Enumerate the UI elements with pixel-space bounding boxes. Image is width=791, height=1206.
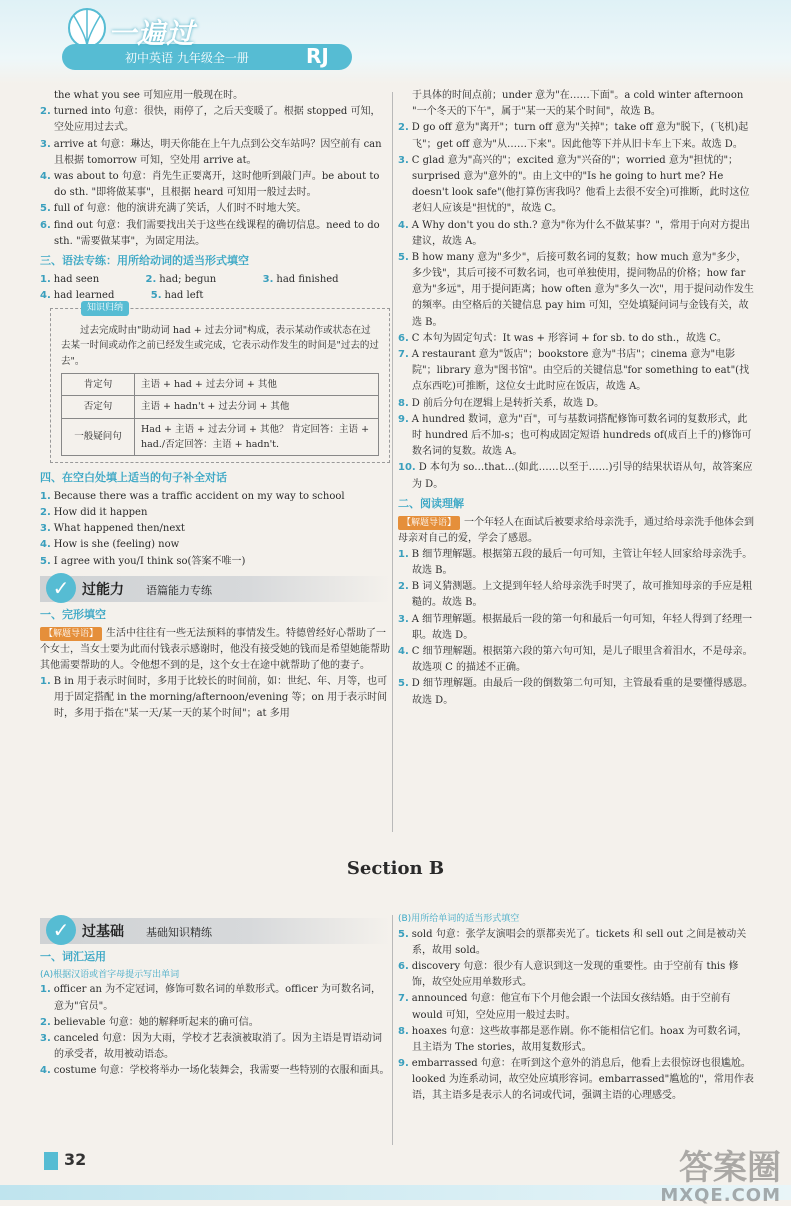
answer-item: 3. A 细节理解题。根据最后一段的第一句和最后一句可知，年轻人得到了经理一职。故选 D。 [398, 613, 753, 641]
answer-item: 5. B how many 意为"多少"，后接可数名词的复数；how much 意为"多少，多少钱"，其后可接不可数名词，也可单独使用，提问物品的价格；how far 意为"多远"，用于提问距离；how often 意为"多久一次"，用于提问动作发生的频率。由空格后的关键信息 pay him 可知，空处填疑问词与金钱有关，故选 B。 [398, 251, 754, 328]
answer-item: 7. announced 句意：他宣布下个月他会跟一个法国女孩结婚。由于空前有 would 可知，空处应用一般过去时。 [398, 993, 731, 1021]
right-column-top [398, 88, 754, 709]
continued-text: 于具体的时间点前；under 意为"在……下面"。a cold winter afternoon "一个冬天的下午"，属于"某一天的某个时间"，故选 B。 [412, 90, 744, 118]
grammar-table [61, 373, 379, 456]
check-icon: ✓ [46, 573, 76, 603]
answer-item: 4. How is she (feeling) now [40, 539, 180, 551]
answer-item: 1. B 细节理解题。根据第五段的最后一句可知，主管让年轻人回家给母亲洗手。故选 B。 [398, 548, 753, 577]
brand-title: 一遍过 [108, 17, 196, 50]
answer-item: 3. C glad 意为"高兴的"；excited 意为"兴奋的"；worried 意为"担忧的"；surprised 意为"意外的"。由上文中的"Is he going to hurt me? He doesn't look safe"(他打算伤害我吗？他看上去很不安全)可推断，此时这位老妇人应该是"担忧的"，故选 C。 [398, 154, 750, 215]
ability-banner [40, 576, 390, 602]
grammar-answer: 3. had finished [262, 273, 339, 285]
grammar-answer: 4. had learned [40, 289, 115, 301]
answer-item: 2. D go off 意为"离开"；turn off 意为"关掉"；take off 意为"脱下，(飞机)起飞"；get off 意为"从……下来"。因此他等下并从旧卡车上下来。故选 D。 [398, 122, 749, 150]
watermark [660, 1140, 781, 1206]
answer-item: 9. A hundred 数词，意为"百"，可与基数词搭配修饰可数名词的复数形式，此时 hundred 后不加-s；也可构成固定短语 hundreds of(成百上千的)修饰可数名词的复数。故选 A。 [398, 413, 752, 458]
table-row: 一般疑问句 Had + 主语 + 过去分词 + 其他？ 肯定回答：主语 + had./否定回答：主语 + hadn't. [62, 418, 379, 455]
answer-item: 2. turned into 句意：很快，雨停了，之后天变暖了。根据 stopped 可知，空处应用过去式。 [40, 106, 381, 134]
answer-item: 6. discovery 句意：很少有人意识到这一发现的重要性。由于空前有 this 修饰，故空处应用单数形式。 [398, 960, 739, 989]
left-column-bottom [40, 912, 390, 1080]
banner-subtitle: 基础知识精练 [146, 926, 212, 939]
grammar-answer: 2. had; begun [145, 273, 217, 285]
answer-item: 2. How did it happen [40, 506, 148, 518]
answer-item: 8. D 前后分句在逻辑上是转折关系，故选 D。 [398, 397, 605, 409]
guide-tag: 【解题导语】 [398, 516, 460, 531]
guide-tag: 【解题导语】 [40, 627, 102, 642]
brand-subtitle: 初中英语 九年级全一册 [125, 51, 249, 65]
reading-guide: 【解题导语】 一个年轻人在面试后被要求给母亲洗手，通过给母亲洗手他体会到母亲对自己的爱，学会了感恩。 [398, 516, 755, 544]
answer-item: 4. C 细节理解题。根据第六段的第六句可知，是儿子眼里含着泪水，不是母亲。故选项 C 的描述不正确。 [398, 646, 753, 674]
answer-item: 1. B in 用于表示时间时，多用于比较长的时间前，如：世纪、年、月等，也可用于固定搭配 in the morning/afternoon/evening 等；on 用于表示时间时，多用于指在"某一天/某一天的某个时间"；at 多用 [40, 676, 388, 720]
watermark-url: MXQE.COM [660, 1185, 781, 1206]
answer-item: 4. was about to 句意：肖先生正要离开，这时他听到敲门声。be about to do sth. "即将做某事"，且根据 heard 可知用一般过去时。 [40, 170, 380, 199]
page-header [0, 0, 791, 84]
grammar-answer: 1. had seen [40, 273, 100, 285]
answer-item: 6. find out 句意：我们需要找出关于这些在线课程的确切信息。need to do sth. "需要做某事"，为固定用法。 [40, 219, 380, 247]
answer-item: 1. officer an 为不定冠词，修饰可数名词的单数形式。officer 为可数名词，意为"官员"。 [40, 984, 381, 1012]
grammar-answers [40, 272, 390, 304]
knowledge-title: 知识归纳 [81, 301, 129, 316]
dialog-section-title: 四、在空白处填上适当的句子补全对话 [40, 470, 227, 484]
banner-title: 过基础 [82, 924, 124, 940]
answer-item: 1. Because there was a traffic accident on my way to school [40, 490, 345, 502]
watermark-brand: 答案圈 [679, 1148, 781, 1188]
table-row: 肯定句 主语 + had + 过去分词 + 其他 [62, 374, 379, 396]
banner-subtitle: 语篇能力专练 [146, 583, 212, 597]
answer-item: 3. What happened then/next [40, 523, 185, 535]
vocab-subtitle: (A)根据汉语或首字母提示写出单词 [40, 969, 180, 980]
basics-banner [40, 918, 390, 944]
right-column-bottom [398, 912, 754, 1105]
column-divider [392, 92, 393, 832]
answer-item: 5. full of 句意：他的演讲充满了笑话，人们时不时地大笑。 [40, 203, 307, 215]
knowledge-intro: 过去完成时由"助动词 had + 过去分词"构成，表示某动作或状态在过去某一时间或动作之前已经发生或完成，它表示动作发生的时间是"过去的过去"。 [61, 325, 379, 367]
page-number: 32 [64, 1150, 87, 1169]
table-row: 否定句 主语 + hadn't + 过去分词 + 其他 [62, 396, 379, 418]
banner-title: 过能力 [82, 581, 124, 598]
answer-item: 4. costume 句意：学校将举办一场化装舞会，我需要一些特别的衣服和面具。 [40, 1065, 390, 1077]
answer-item: 2. B 词义猜测题。上文提到年轻人给母亲洗手时哭了，故可推知母亲的手应是粗糙的。故选 B。 [398, 581, 753, 609]
vocab-title: 一、词汇运用 [40, 950, 106, 963]
knowledge-box [50, 303, 390, 463]
grammar-section-title: 三、语法专练：用所给动词的适当形式填空 [40, 253, 249, 267]
answer-item: 10. D 本句为 so…that…(如此……以至于……)引导的结果状语从句，故答案应为 D。 [398, 462, 753, 490]
intro-line: the what you see 可知应用一般现在时。 [54, 90, 244, 101]
cloze-title: 一、完形填空 [40, 607, 106, 621]
left-column-top [40, 88, 390, 723]
answer-item: 6. C 本句为固定句式：It was + 形容词 + for sb. to do sth.，故选 C。 [398, 332, 727, 344]
answer-item: 4. A Why don't you do sth.? 意为"你为什么不做某事？"，常用于向对方提出建议，故选 A。 [398, 219, 750, 247]
reading-title: 二、阅读理解 [398, 496, 464, 510]
cloze-guide: 【解题导语】 生活中往往有一些无法预料的事情发生。特德曾经好心帮助了一个女士，当女士要为此而付钱表示感谢时，他没有接受她的钱而是希望她能帮助其他需要帮助的人。令他想不到的是，这个女士在途中就帮助了他的妻子。 [40, 627, 390, 671]
grammar-answer: 5. had left [150, 289, 204, 301]
answer-item: 5. I agree with you/I think so(答案不唯一) [40, 555, 246, 567]
check-icon: ✓ [46, 915, 76, 945]
answer-item: 3. arrive at 句意：琳达，明天你能在上午九点到公交车站吗？因空前有 can 且根据 tomorrow 可知，空处用 arrive at。 [40, 138, 382, 166]
answer-item: 3. canceled 句意：因为大雨，学校才艺表演被取消了。因为主语是胃语动词的承受者，故用被动语态。 [40, 1032, 382, 1061]
page-tab [44, 1152, 58, 1170]
edition-label: RJ [306, 44, 329, 68]
answer-item: 9. embarrassed 句意：在听到这个意外的消息后，他看上去很惊讶也很尴尬。looked 为连系动词，故空处应填形容词。embarrassed"尴尬的"，常用作表语，其主语多是表示人的名词或代词，强调主语的心理感受。 [398, 1058, 754, 1102]
fill-subtitle: (B)用所给单词的适当形式填空 [398, 914, 520, 924]
answer-item: 8. hoaxes 句意：这些故事都是恶作剧。你不能相信它们。hoax 为可数名词，且主语为 The stories，故用复数形式。 [398, 1025, 748, 1053]
answer-item: 5. sold 句意：张学友演唱会的票都卖光了。tickets 和 sell out 之间是被动关系，故用 sold。 [398, 928, 747, 956]
answer-item: 7. A restaurant 意为"饭店"；bookstore 意为"书店"；cinema 意为"电影院"；library 意为"图书馆"。由空后的关键信息"for something to eat"(找点东西吃)可推断，这位女士此时应在饭店，故选 A。 [398, 349, 750, 393]
answer-item: 5. D 细节理解题。由最后一段的倒数第二句可知，主管最看重的是要懂得感恩。故选 D。 [398, 678, 753, 706]
column-divider-bottom [392, 915, 393, 1145]
section-b-heading: Section B [346, 858, 445, 879]
answer-item: 2. believable 句意：她的解释听起来的确可信。 [40, 1016, 259, 1028]
